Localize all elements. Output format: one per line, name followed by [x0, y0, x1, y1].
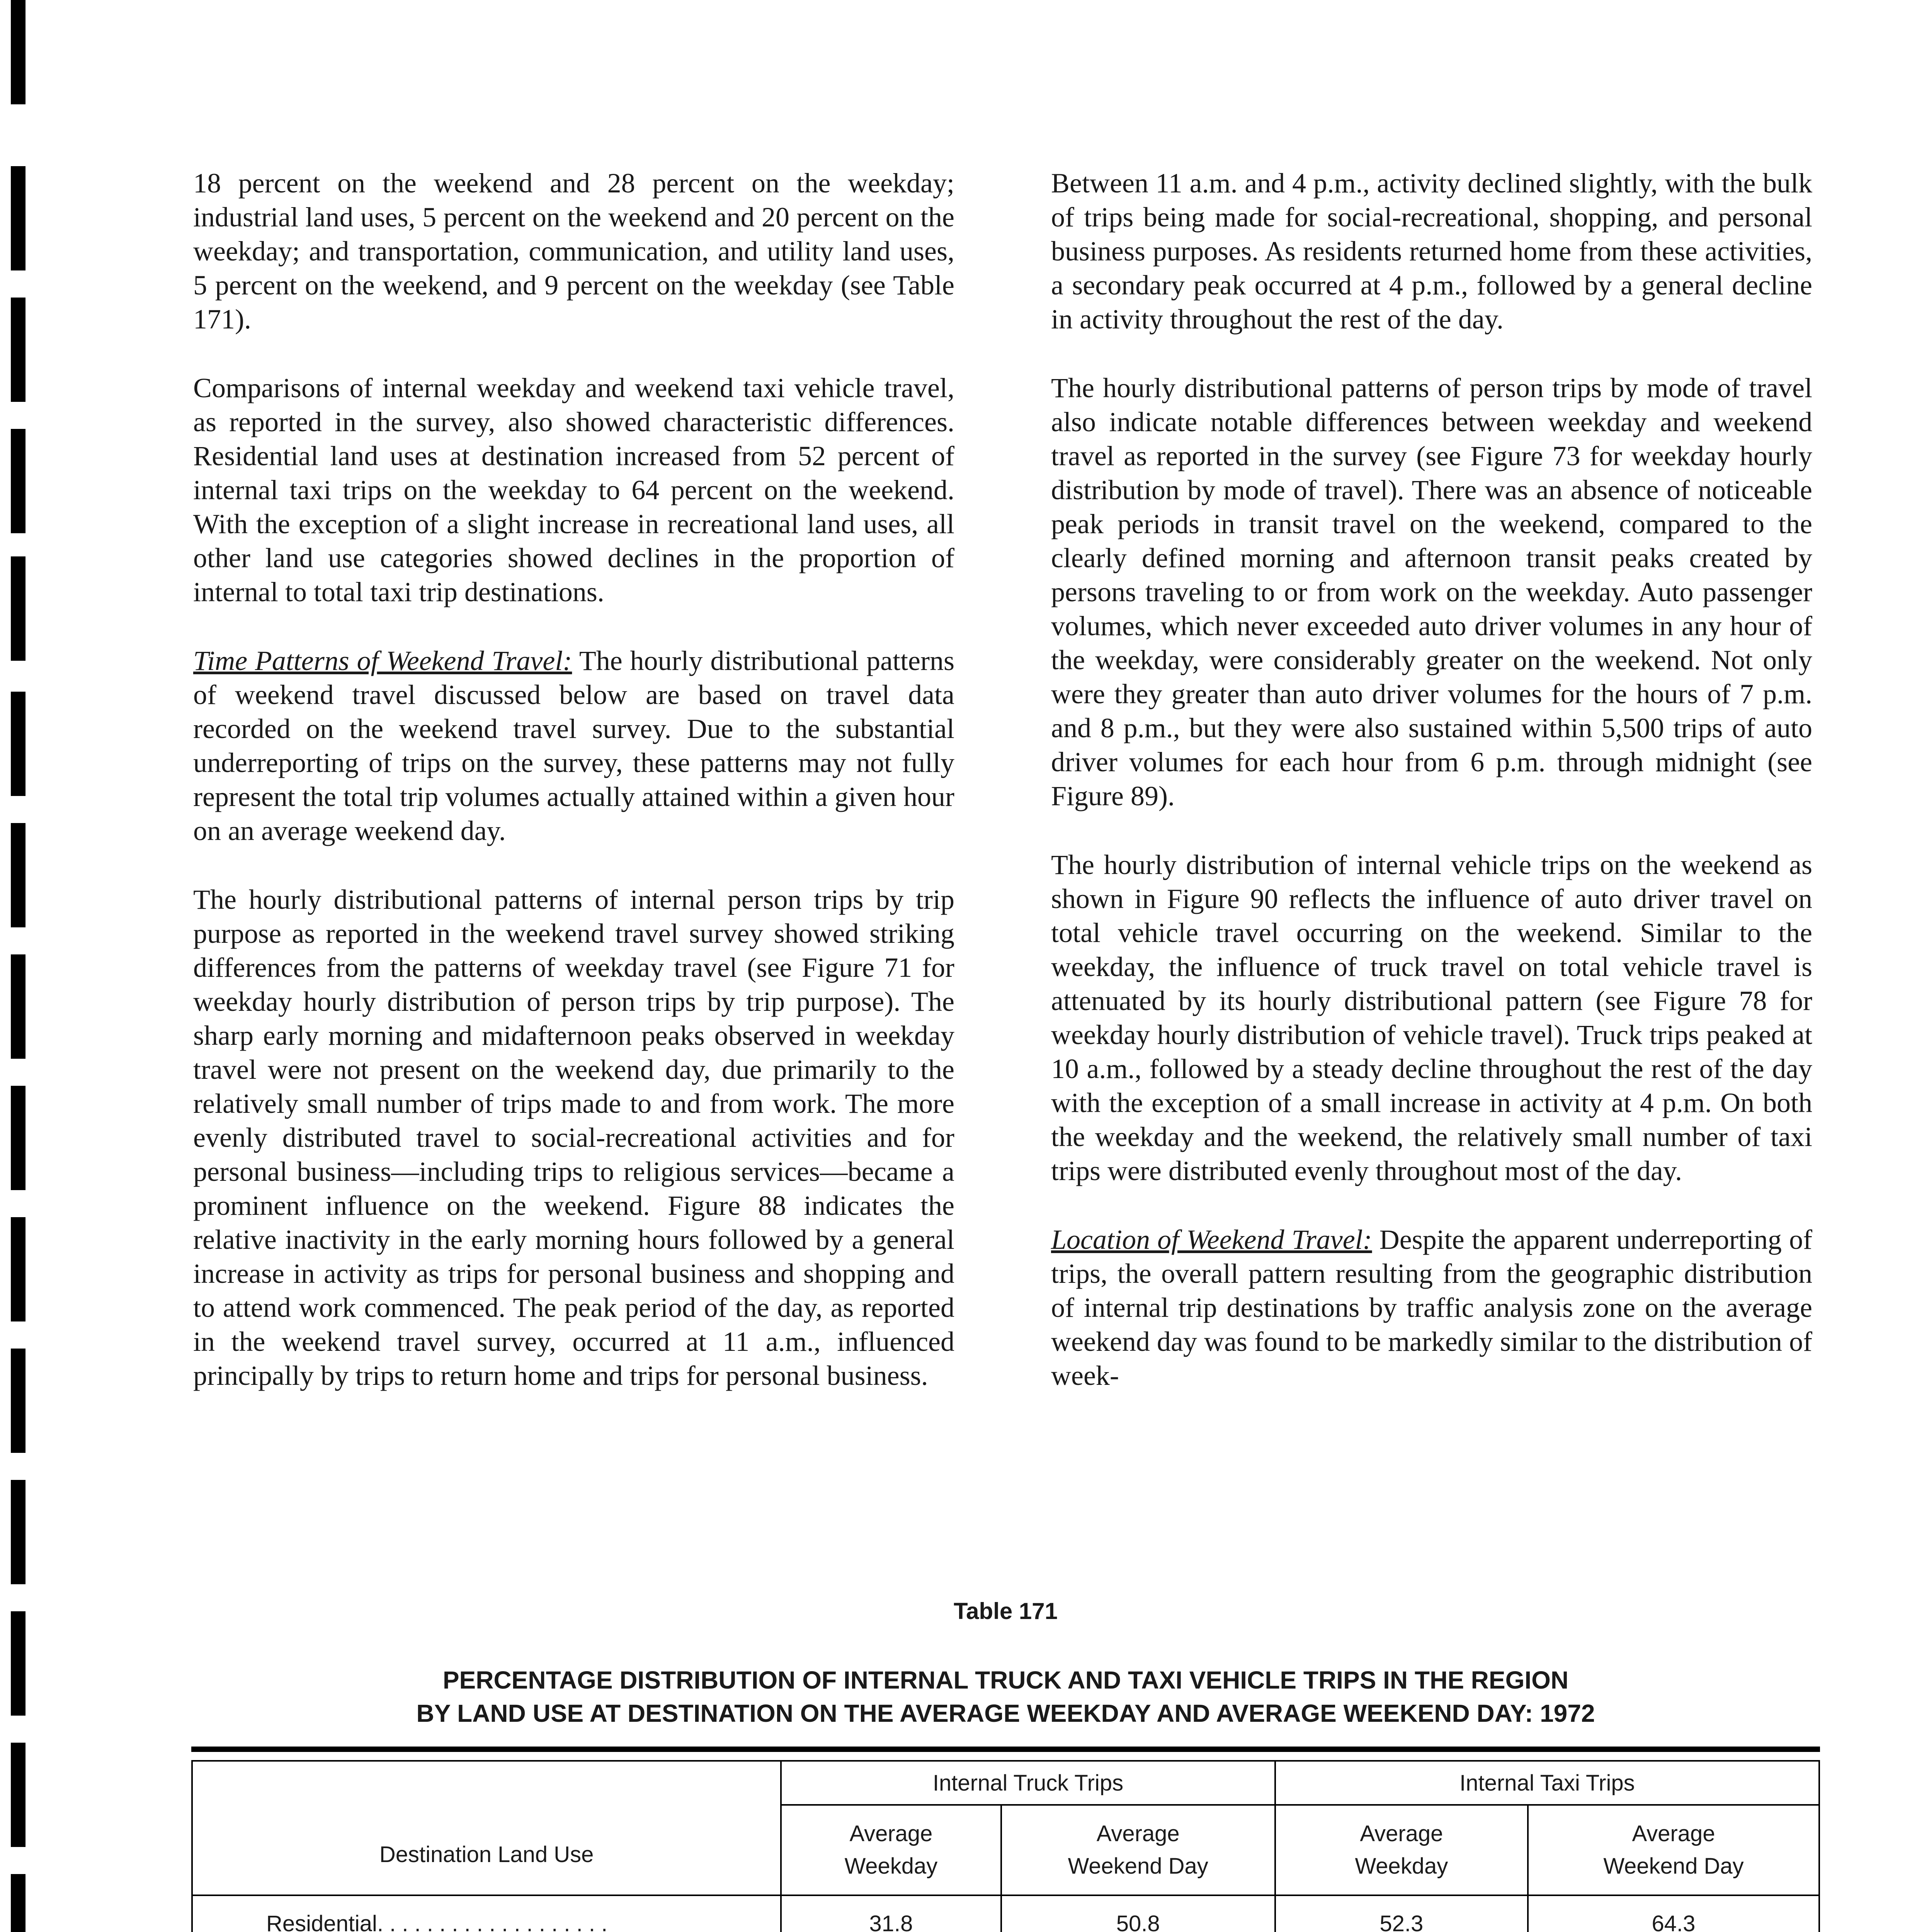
paragraph [193, 644, 954, 848]
row-labels [192, 1895, 781, 1932]
table-label: Table 171 [953, 1598, 1058, 1624]
column-header-line: Weekday [1355, 1854, 1448, 1879]
column-header [1528, 1805, 1819, 1895]
column-header [781, 1805, 1001, 1895]
paragraph: Between 11 a.m. and 4 p.m., activity declined slightly, with the bulk of trips being made for social-recreational, shopping, and personal business purposes. As residents returned home from these activities, a secondary peak occurred at 4 p.m., followed by a general decline in activity throughout the rest of the day. [1051, 168, 1812, 335]
run-in-heading: Location of Weekend Travel: [1051, 1224, 1372, 1255]
table-cell: 31.8 [869, 1911, 913, 1932]
table-top-rule [191, 1747, 1820, 1752]
binding-mark [11, 1086, 26, 1190]
data-table [191, 1760, 1820, 1932]
column-header-line: Average [849, 1821, 933, 1846]
binding-mark [11, 692, 26, 796]
column-header-line: Weekend Day [1603, 1854, 1744, 1879]
table-title-line: PERCENTAGE DISTRIBUTION OF INTERNAL TRUCK AND TAXI VEHICLE TRIPS IN THE REGION [442, 1666, 1569, 1694]
binding-mark [11, 1480, 26, 1584]
table-cell: 52.3 [1379, 1911, 1424, 1932]
table-cell: 50.8 [1116, 1911, 1160, 1932]
binding-marks [11, 0, 26, 1932]
paragraph-text: The hourly distributional patterns of weekend travel discussed below are based on travel data recorded on the weekend travel survey. Due to the substantial underreporting of trips on the survey, these patterns may not fully represent the total trip volumes actually attained within a given hour on an average weekend day. [193, 645, 954, 846]
binding-mark [11, 429, 26, 533]
column-values [1275, 1895, 1528, 1932]
paragraph: The hourly distributional patterns of internal person trips by trip purpose as reported in the weekend travel survey showed striking differences from the patterns of weekday travel (see Figure 71 for weekday hourly distribution of person trips by trip purpose). The sharp early morning and midafternoon peaks observed in weekday travel were not present on the weekend day, due primarily to the relatively small number of trips made to and from work. The more evenly distributed travel to social-recreational activities and for personal business—including trips to religious services—became a prominent influence on the weekend. Figure 88 indicates the relative inactivity in the early morning hours followed by a general increase in activity as trips for personal business and shopping and to attend work commenced. The peak period of the day, as reported in the weekend travel survey, occurred at 11 a.m., influenced principally by trips to return home and trips for personal business. [193, 884, 954, 1391]
table-cell: 64.3 [1652, 1911, 1696, 1932]
right-column [1051, 166, 1812, 1427]
binding-mark [11, 1743, 26, 1847]
column-header-line: Average [1096, 1821, 1180, 1846]
column-header-line: Weekend Day [1068, 1854, 1208, 1879]
binding-mark [11, 823, 26, 927]
binding-mark [11, 1874, 26, 1932]
column-group-taxi: Internal Taxi Trips [1275, 1761, 1819, 1805]
column-group-truck: Internal Truck Trips [781, 1761, 1275, 1805]
run-in-heading: Time Patterns of Weekend Travel: [193, 645, 572, 676]
binding-mark [11, 954, 26, 1059]
binding-mark [11, 556, 26, 661]
paragraph: 18 percent on the weekend and 28 percent on the weekday; industrial land uses, 5 percent on the weekend and 20 percent on the weekday; and transportation, communication, and utility land uses, 5 percent on the weekend, and 9 percent on the weekday (see Table 171). [193, 168, 954, 335]
binding-mark [11, 166, 26, 270]
binding-mark [11, 1349, 26, 1453]
column-header-line: Average [1632, 1821, 1715, 1846]
paragraph: The hourly distribution of internal vehicle trips on the weekend as shown in Figure 90 reflects the influence of auto driver travel on total vehicle travel occurring on the weekend. Similar to the weekday, the influence of truck travel on total vehicle travel is attenuated by its hourly distributional pattern (see Figure 78 for weekday hourly distribution of vehicle travel). Truck trips peaked at 10 a.m., followed by a steady decline throughout the rest of the day with the exception of a small increase in activity at 4 p.m. On both the weekday and the weekend, the relatively small number of taxi trips were distributed evenly throughout most of the day. [1051, 849, 1812, 1186]
binding-mark [11, 298, 26, 402]
table-title [191, 1663, 1820, 1730]
binding-mark [11, 1217, 26, 1321]
column-header-line: Weekday [844, 1854, 938, 1879]
paragraph-text: Despite the apparent underreporting of trips, the overall pattern resulting from the geographic distribution of internal trip destinations by traffic analysis zone on the average weekend day was found to be markedly similar to the distribution of week- [1051, 1224, 1812, 1391]
paragraph [1051, 1223, 1812, 1393]
column-header-destination: Destination Land Use [192, 1761, 781, 1895]
column-values [1001, 1895, 1275, 1932]
column-header [1275, 1805, 1528, 1895]
table-title-line: BY LAND USE AT DESTINATION ON THE AVERAGE WEEKDAY AND AVERAGE WEEKEND DAY: 1972 [416, 1699, 1595, 1727]
column-values [1528, 1895, 1819, 1932]
binding-mark [11, 0, 26, 104]
column-values [781, 1895, 1001, 1932]
row-label: Residential. . . . . . . . . . . . . . . . . . . [266, 1911, 608, 1932]
paragraph: The hourly distributional patterns of person trips by mode of travel also indicate notable differences between weekday and weekend travel as reported in the survey (see Figure 73 for weekday hourly distribution by mode of travel). There was an absence of noticeable peak periods in transit travel on the weekend, compared to the clearly defined morning and afternoon transit peaks created by persons traveling to or from work on the weekday. Auto passenger volumes, which never exceeded auto driver volumes in any hour of the weekday, were considerably greater on the weekend. Not only were they greater than auto driver volumes for the hours of 7 p.m. and 8 p.m., but they were also sustained within 5,500 trips of auto driver volumes for each hour from 6 p.m. through midnight (see Figure 89). [1051, 372, 1812, 811]
left-column [193, 166, 954, 1427]
paragraph: Comparisons of internal weekday and weekend taxi vehicle travel, as reported in the survey, also showed characteristic differences. Residential land uses at destination increased from 52 percent of internal taxi trips on the weekday to 64 percent on the weekend. With the exception of a slight increase in recreational land uses, all other land use categories showed declines in the proportion of internal to total taxi trip destinations. [193, 372, 954, 607]
column-header-line: Average [1360, 1821, 1443, 1846]
column-header [1001, 1805, 1275, 1895]
binding-mark [11, 1611, 26, 1716]
